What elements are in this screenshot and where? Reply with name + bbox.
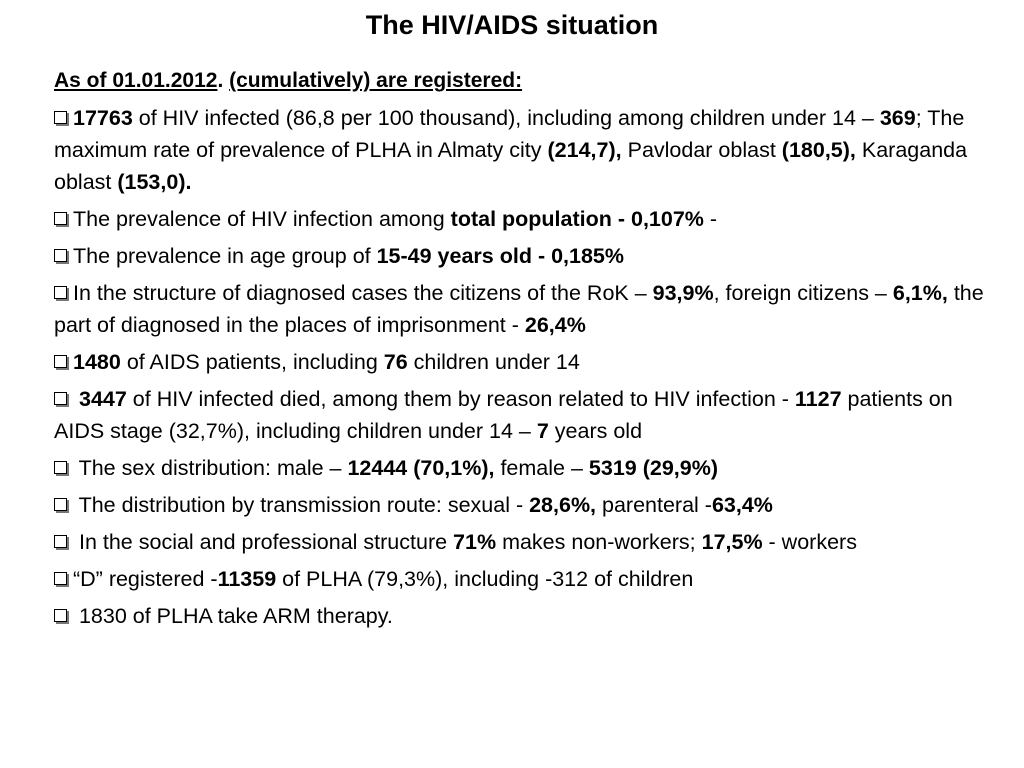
bullet-text: ; The maximum rate of prevalence of PLHA in Almaty city [54,106,965,162]
bullet-text: years old [548,419,643,443]
bullet-text: Pavlodar oblast [621,138,782,162]
bullet-text: of PLHA (79,3%), including -312 of children [276,567,694,591]
bullet-bold-text: 76 [383,350,408,374]
bullet-bold-text: 12444 (70,1%), [347,456,495,480]
intro-line [54,66,994,96]
bullet-bold-text: (180,5), [781,138,856,162]
bullet-text: 1830 of PLHA take ARM therapy. [73,604,393,628]
bullet-item [54,526,994,558]
checkbox-bullet-icon [54,609,67,622]
checkbox-bullet-icon [54,392,67,405]
bullet-text: - workers [762,530,857,554]
bullet-bold-text: 26,4% [524,313,586,337]
intro-dot: . [217,69,224,92]
bullet-bold-text: 15-49 years old - 0,185% [376,244,624,268]
bullet-text: parenteral - [596,493,712,517]
checkbox-bullet-icon [54,249,67,262]
bullet-bold-text: 1127 [794,387,842,411]
bullet-bold-text: 6,1%, [892,281,948,305]
bullet-text: patients on AIDS stage (32,7%), including children under 14 – [54,387,953,443]
bullet-text: - [703,207,718,231]
bullet-text: of HIV infected (86,8 per 100 thousand), including among children under 14 – [132,106,880,130]
bullet-text: , foreign citizens – [713,281,893,305]
bullet-bold-text: 3447 [78,387,127,411]
bullet-text: The prevalence of HIV infection among [73,207,451,231]
bullet-item [54,563,994,595]
bullet-text: In the social and professional structure [73,530,454,554]
bullet-bold-text: 369 [879,106,916,130]
checkbox-bullet-icon [54,461,67,474]
bullet-bold-text: 11359 [217,567,277,591]
bullet-text: The distribution by transmission route: sexual - [73,493,530,517]
checkbox-bullet-icon [54,111,67,124]
checkbox-bullet-icon [54,286,67,299]
checkbox-bullet-icon [54,355,67,368]
bullet-text: “D” registered - [73,567,218,591]
bullet-item [54,489,994,521]
intro-rest: (cumulatively) are registered: [229,69,523,92]
intro-date: As of 01.01.2012 [54,69,218,92]
bullet-item [54,102,994,198]
bullet-text: makes non-workers; [496,530,702,554]
bullet-bold-text: 63,4% [711,493,773,517]
bullet-bold-text: 7 [536,419,549,443]
bullet-text: Karaganda oblast [54,138,968,194]
bullet-bold-text: 17763 [73,106,133,130]
bullet-text: In the structure of diagnosed cases the citizens of the RoK – [73,281,653,305]
bullet-text: children under 14 [407,350,580,374]
bullet-bold-text: 1480 [73,350,121,374]
bullet-bold-text: 5319 (29,9%) [588,456,718,480]
bullet-text: The sex distribution: male – [73,456,348,480]
bullet-text: The prevalence in age group of [73,244,377,268]
checkbox-bullet-icon [54,498,67,511]
bullet-item [54,383,994,447]
bullet-bold-text: 17,5% [701,530,763,554]
bullet-text: the part of diagnosed in the places of imprisonment - [54,281,984,337]
bullet-item [54,240,994,272]
bullet-bold-text: 28,6%, [529,493,597,517]
bullet-list [54,102,994,632]
bullet-bold-text: total population - 0,107% [450,207,704,231]
checkbox-bullet-icon [54,572,67,585]
bullet-item [54,203,994,235]
bullet-item [54,600,994,632]
checkbox-bullet-icon [54,212,67,225]
slide-title: The HIV/AIDS situation [365,10,659,40]
bullet-item [54,346,994,378]
bullet-text: of HIV infected died, among them by reason related to HIV infection - [126,387,795,411]
bullet-bold-text: (153,0). [117,170,192,194]
bullet-text: of AIDS patients, including [120,350,384,374]
checkbox-bullet-icon [54,535,67,548]
bullet-bold-text: 71% [453,530,497,554]
slide-content [54,66,994,637]
bullet-item [54,452,994,484]
bullet-bold-text: 93,9% [652,281,714,305]
bullet-item [54,277,994,341]
bullet-bold-text: (214,7), [547,138,622,162]
bullet-text: female – [494,456,589,480]
